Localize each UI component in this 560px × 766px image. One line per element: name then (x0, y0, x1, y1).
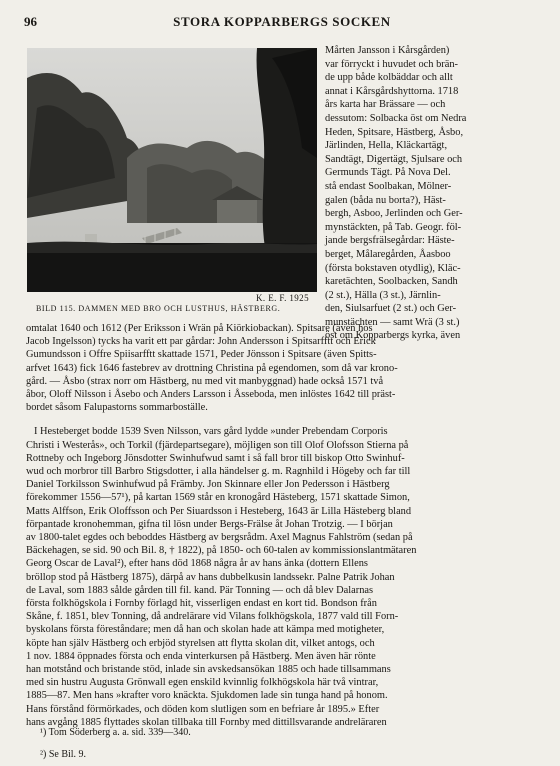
page-number: 96 (24, 14, 37, 29)
text-line: stå endast Soolbakan, Mölner- (325, 180, 452, 192)
body-text (26, 322, 544, 729)
text-line: Christi i Westerås», och Torkil (fjärdepartsegare), möjligen son till Olof Olofsson Stierna på (26, 439, 409, 451)
text-line: de upp både kolbäddar och allt (325, 72, 453, 84)
text-line: bröllop stod på Hästberg 1875), därpå av hans dubbelkusin landssekr. Palne Patrik Johan (26, 571, 395, 583)
side-column-text (325, 44, 543, 343)
text-line: I Hesteberget bodde 1539 Sven Nilsson, vars gård lydde »under Prebendam Corporis (34, 426, 388, 438)
footnote: ¹) Tom Söderberg a. a. sid. 339—340. (40, 727, 191, 738)
text-line: hans avgång 1885 flyttades skolan tillbaka till Fornby med dittillsvarande andreläraren (26, 716, 387, 728)
text-line: bergh, Asboo, Jerlinden och Ger- (325, 208, 463, 220)
footnote: ²) Se Bil. 9. (40, 749, 87, 760)
text-line: bordet såsom Falupastorns sommarboställe. (26, 402, 208, 414)
text-line: Rottneby och Ingeborg Jönsdotter Swinhufwud samt i så fall bror till biskop Otto Swinhuf- (26, 452, 405, 464)
text-line: Jacob Ingelsson) tycks ha varit ett par gårdar: John Andersson i Spitsarfftt och Erick (26, 336, 376, 348)
text-line: förekommer 1556—57¹), på kartan 1569 står en kronogård Hästeberg, 1571 skattade Simon, (26, 492, 410, 504)
text-line: han motstånd och bristande stöd, inlade sin avskedsansökan 1885 och hade tillsammans (26, 664, 391, 676)
text-line: med sin hustru Augusta Grönwall egen enskild kvinnlig folkhögskola här två vintrar, (26, 677, 379, 689)
text-line: berget, Målaregården, Åasboo (325, 248, 451, 260)
text-line: den, Siulsarfuet (2 st.) och Ger- (325, 303, 457, 315)
running-title: STORA KOPPARBERGS SOCKEN (173, 14, 391, 29)
text-line: karetächten, Soolbacken, Sandh (325, 276, 458, 288)
text-line: Mårten Jansson i Kårsgården) (325, 45, 450, 56)
paragraph-1 (26, 322, 544, 414)
figure-caption: BILD 115. DAMMEN MED BRO OCH LUSTHUS, HÄSTBERG. (36, 304, 281, 313)
text-line: wud och morbror till Barbro Stigsdotter, i alla händelser g. m. Ragnhild i Högeby och far till (26, 466, 411, 478)
text-line: de Laval, som 1883 sålde gården till fil. kand. Pär Tonning — och då blev Dalarnas (26, 584, 374, 596)
text-line: Skåne, f. 1851, blev Tonning, då andrelärare vid Vilans folkhögskola, 1877 vald till Forn- (26, 611, 399, 623)
text-line: Hans förstånd förmörkades, och döden kom slutligen som en befriare år 1895.» Efter (26, 703, 380, 715)
footnotes (40, 722, 191, 766)
text-line: jande bergsfrälsegårdar: Häste- (325, 235, 455, 247)
text-line: dessutom: Solbacka öst om Nedra (325, 112, 467, 124)
text-line: Germunds Tägt. På Nova Del. (325, 167, 451, 179)
text-line: års karta har Brässare — och (325, 99, 446, 111)
text-line: arfvet 1643) fick 1646 fastebrev av drottning Christina på egendomen, som då var krono- (26, 362, 398, 374)
text-line: Järlinden, Hella, Kläckartägt, (325, 140, 448, 152)
text-line: förpantade kronohemman, gifna til lösn under Bergs-Frälse åt Johan Trotzig. — I början (26, 518, 393, 530)
text-line: byskolans första föreståndare; men då han och skolan hade att kämpa med motigheter, (26, 624, 385, 636)
text-line: Daniel Torkilsson Swinhufwud på Främby. Jon Skinnare eller Jon Pedersson i Hästberg (26, 479, 390, 491)
text-line: (2 st.), Hälla (3 st.), Järnlin- (325, 289, 441, 301)
paragraph-2 (26, 425, 544, 729)
text-line: köpte han själv Hästberg och erbjöd styrelsen att flytta skolan dit, vilket antogs, och (26, 637, 375, 649)
text-line: mynstäckten, på Tab. Geogr. föl- (325, 221, 462, 233)
text-line: 1 nov. 1884 öppnades första och enda vinterkursen på Hästberg. Men även här rönte (26, 650, 376, 662)
photo-credit: K. E. F. 1925 (256, 293, 309, 303)
page-header (24, 14, 540, 32)
text-line: Gumundsson i Offre Spiisarfftt skattade 1571, Peder Jönsson i Spitsare (även Spitts- (26, 349, 377, 361)
text-line: Sandtägt, Digertägt, Sjulsare och (325, 153, 463, 165)
text-line: Heden, Spitsare, Hästberg, Åsbo, (325, 126, 464, 138)
text-line: 1885—87. Men hans »krafter voro knäckta. Sjukdomen lade sin tunga hand på honom. (26, 690, 388, 702)
text-line: Georg Oscar de Laval²), efter hans död 1868 några år av hans änka (dottern Ellens (26, 558, 368, 570)
text-line: Matts Alffson, Erik Oloffsson och Per Siuardsson i Hesteberg, 1643 är Lilla Hästeberg bland (26, 505, 412, 517)
text-line: annat i Kårsgårdshyttorna. 1718 (325, 85, 459, 97)
text-line: första folkhögskola i Fornby förlagd hit, visserligen endast en kort tid. Bondson från (26, 598, 377, 610)
photograph-pond-bridge-gazebo (27, 48, 317, 292)
text-line: galen (båda nu borta?), Häst- (325, 194, 446, 206)
text-line: munstächten — samt Wrä (3 st.) (325, 316, 460, 328)
text-line: var förryckt i huvudet och brän- (325, 58, 459, 70)
text-line: omtalat 1640 och 1612 (Per Eriksson i Wrän på Kiörkiobackan). Spitsare (även hos (26, 323, 373, 334)
text-line: åbor, Oloff Nilsson i Åsebo och Anders Larsson i Åsseboda, men inlöstes 1642 till präst- (26, 389, 396, 401)
text-line: (första bokstaven otydlig), Kläc- (325, 262, 461, 274)
text-line: Bäckehagen, se sid. 90 och Bil. 8, † 1822), på 1850- och 60-talen av kommissionslantmätaren (26, 545, 417, 557)
text-line: av 1800-talet egdes och beboddes Hästberg av bergsrådm. Axel Magnus Fahlström (sedan på (26, 532, 413, 544)
text-line: gård. — Åsbo (strax norr om Hästberg, nu med vit manbyggnad) hade också 1571 två (26, 375, 384, 387)
text-line: öst om Kopparbergs kyrka, även (325, 330, 461, 342)
